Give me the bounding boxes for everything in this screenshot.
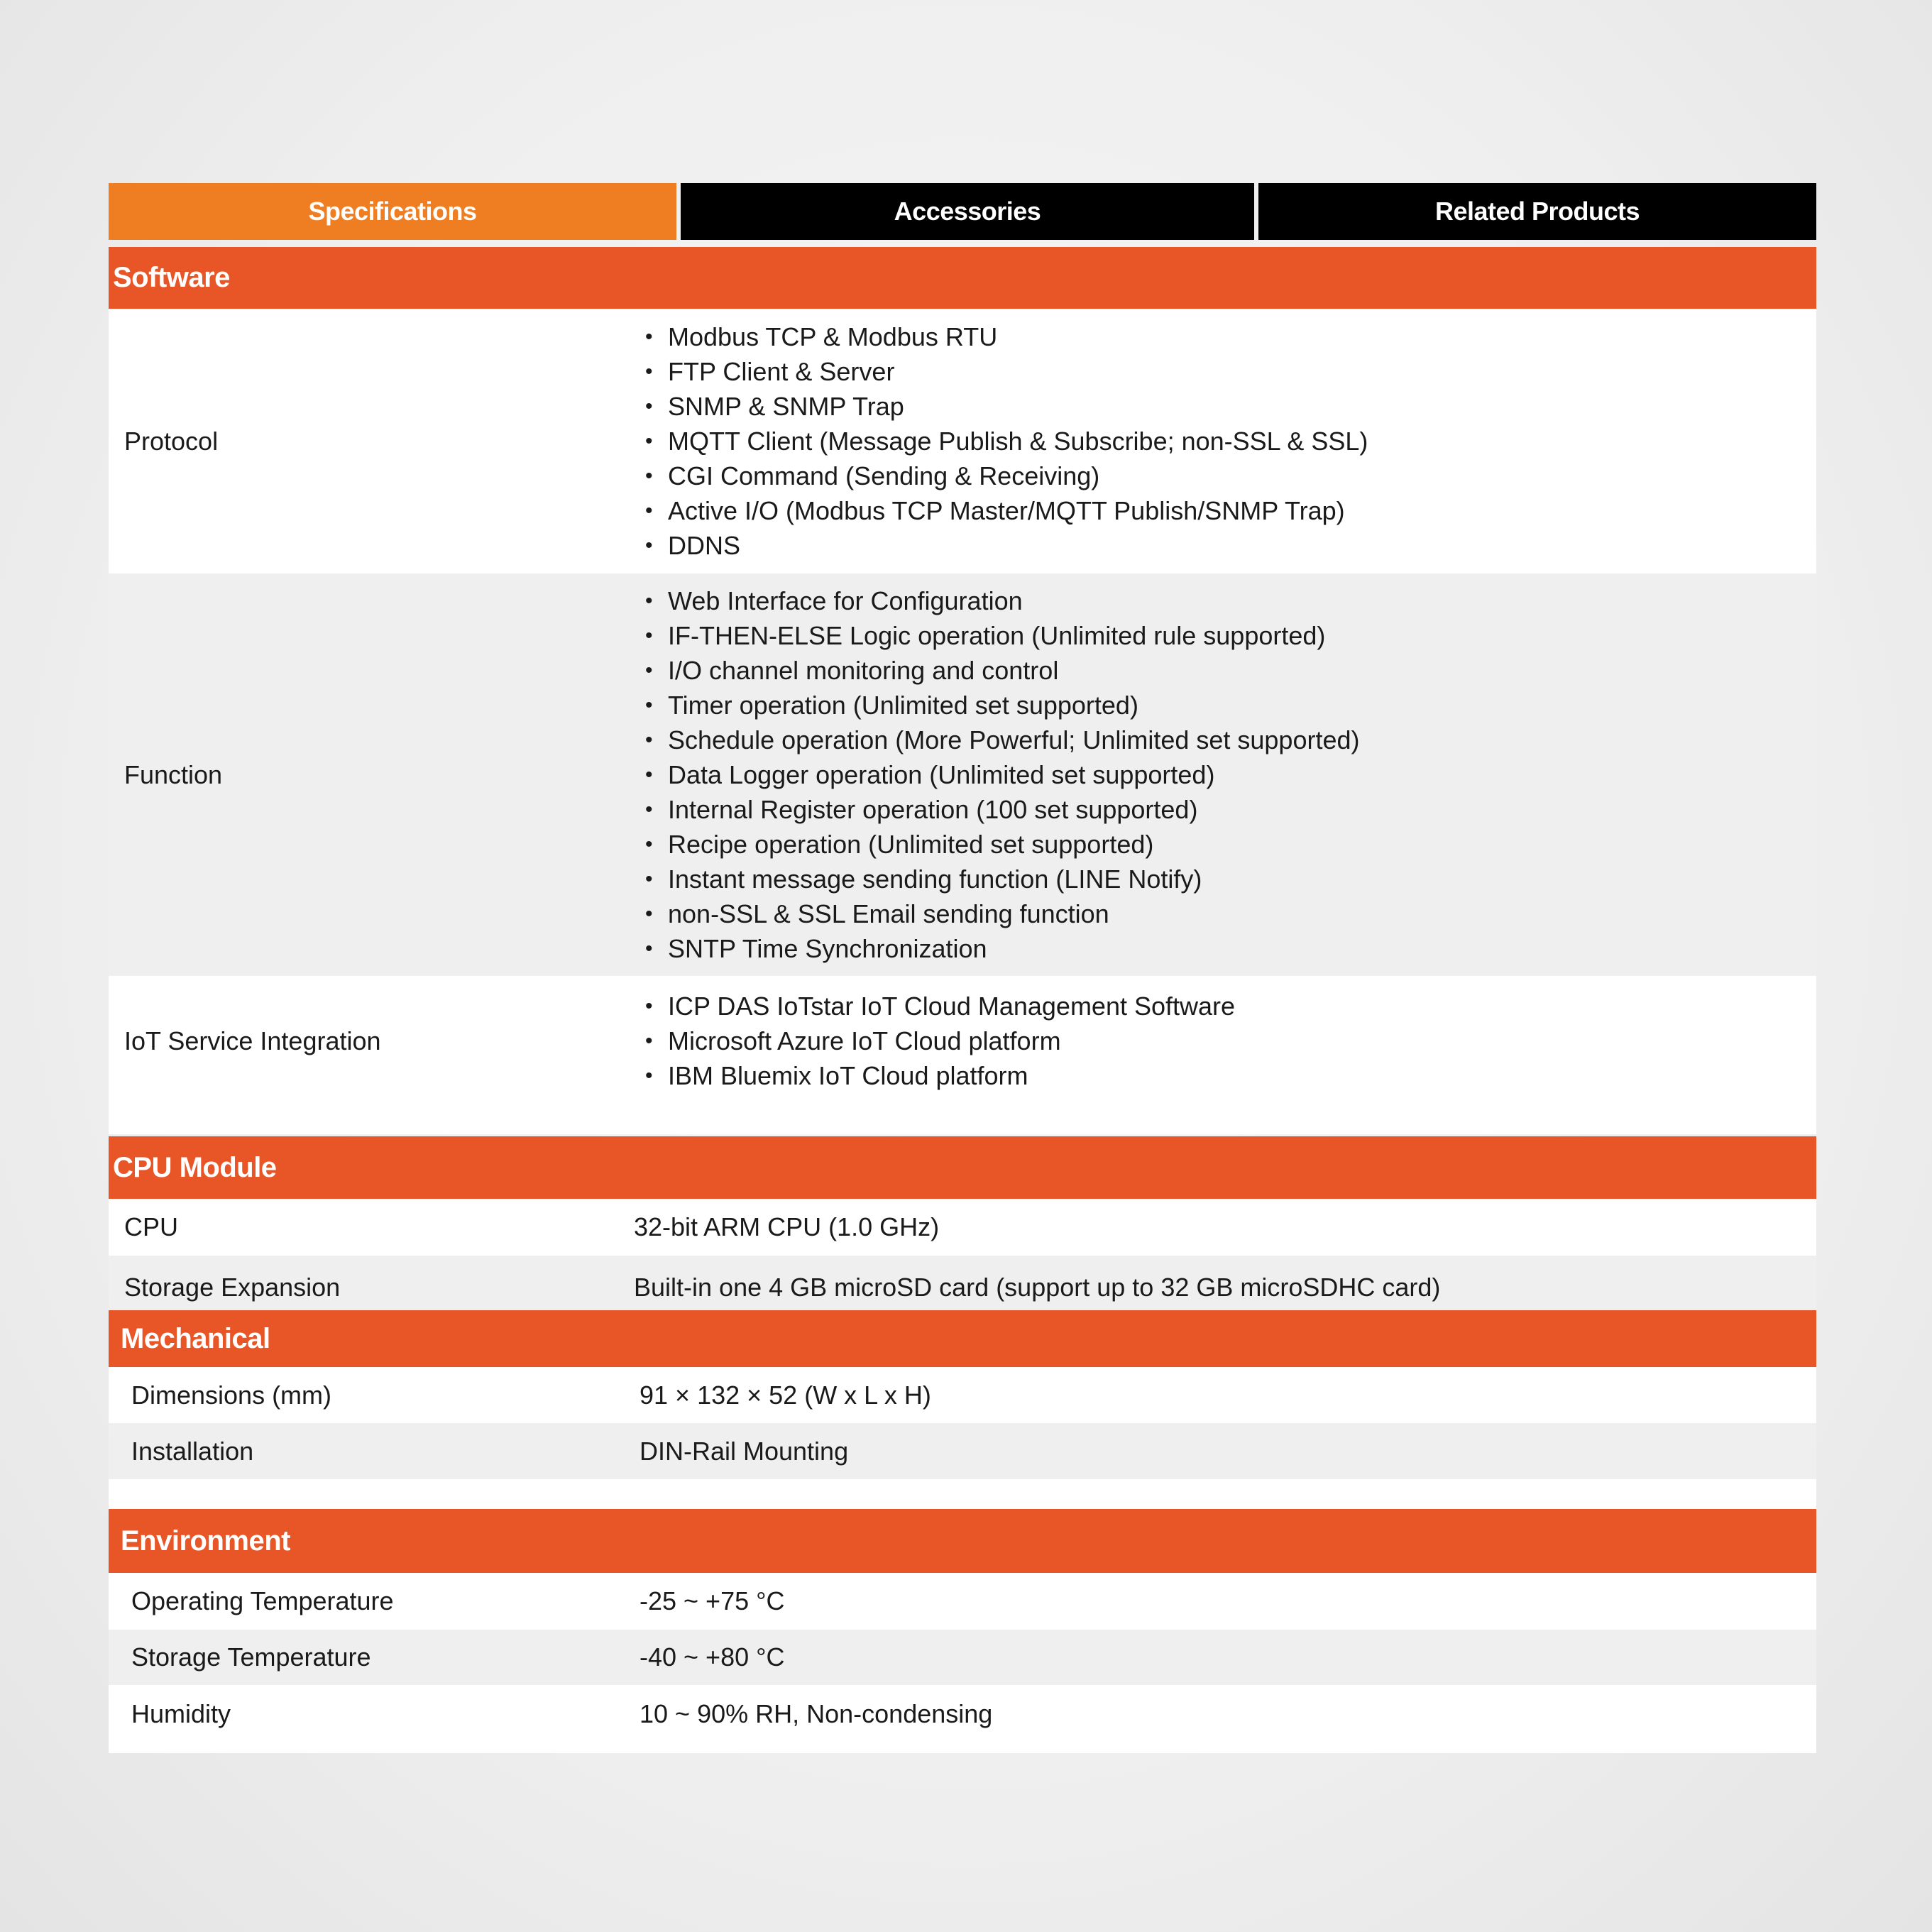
bullet: • [645,1029,653,1053]
list-item: • Modbus TCP & Modbus RTU [645,319,1816,354]
protocol-list [645,319,1816,563]
row-value: DIN-Rail Mounting [640,1436,849,1466]
row-label: Protocol [124,426,219,456]
tab-specifications[interactable]: Specifications [109,183,676,240]
row-label: Operating Temperature [131,1586,394,1615]
bullet: • [645,589,653,613]
row-value: -40 ~ +80 °C [640,1642,785,1672]
list-item: • CGI Command (Sending & Receiving) [645,459,1816,493]
iot-list [645,989,1816,1093]
row-value: -25 ~ +75 °C [640,1586,785,1615]
bullet: • [645,395,653,418]
row-value [645,319,1816,563]
list-item: • SNMP & SNMP Trap [645,389,1816,424]
row-label: CPU [124,1212,179,1241]
bullet: • [645,798,653,821]
list-item: • Schedule operation (More Powerful; Unlimited set supported) [645,723,1816,757]
row-value [645,583,1816,966]
tab-accessories[interactable]: Accessories [681,183,1254,240]
bullet: • [645,763,653,786]
list-item: • Microsoft Azure IoT Cloud platform [645,1023,1816,1058]
function-list [645,583,1816,966]
list-item: • Active I/O (Modbus TCP Master/MQTT Publish/SNMP Trap) [645,493,1816,528]
list-item: • MQTT Client (Message Publish & Subscribe; non-SSL & SSL) [645,424,1816,459]
row-label: IoT Service Integration [124,1026,381,1055]
list-item: • FTP Client & Server [645,354,1816,389]
bullet: • [645,499,653,522]
row-value: 91 × 132 × 52 (W x L x H) [640,1380,931,1410]
list-item: • non-SSL & SSL Email sending function [645,896,1816,931]
bullet: • [645,833,653,856]
row-value: 10 ~ 90% RH, Non-condensing [640,1699,993,1728]
bullet: • [645,1064,653,1087]
list-item: • DDNS [645,528,1816,563]
row-humidity [109,1685,1816,1753]
list-item: • Internal Register operation (100 set supported) [645,792,1816,827]
list-item: • Timer operation (Unlimited set supported) [645,688,1816,723]
bullet: • [645,429,653,453]
spec-sheet [109,183,1816,1753]
list-item: • I/O channel monitoring and control [645,653,1816,688]
section-cpu-heading: CPU Module [109,1136,1816,1199]
bullet: • [645,659,653,682]
bullet: • [645,325,653,348]
row-value: 32-bit ARM CPU (1.0 GHz) [634,1212,940,1241]
section-environment-heading: Environment [109,1509,1816,1573]
list-item: • IF-THEN-ELSE Logic operation (Unlimited rule supported) [645,618,1816,653]
row-storage-temperature [109,1630,1816,1685]
list-item: • IBM Bluemix IoT Cloud platform [645,1058,1816,1093]
section-mechanical-heading: Mechanical [109,1310,1816,1367]
tab-related-products[interactable]: Related Products [1258,183,1816,240]
row-label: Storage Expansion [124,1272,341,1302]
section-software-heading: Software [109,247,1816,309]
row-installation [109,1423,1816,1479]
row-cpu [109,1199,1816,1256]
row-value: Built-in one 4 GB microSD card (support up to 32 GB microSDHC card) [634,1272,1441,1302]
list-item: • ICP DAS IoTstar IoT Cloud Management Software [645,989,1816,1023]
bullet: • [645,728,653,752]
row-operating-temperature [109,1573,1816,1630]
list-item: • Data Logger operation (Unlimited set supported) [645,757,1816,792]
row-label: Humidity [131,1699,231,1728]
row-value [645,989,1816,1093]
list-item: • Instant message sending function (LINE Notify) [645,862,1816,896]
row-storage-expansion [109,1256,1816,1310]
row-dimensions [109,1367,1816,1423]
bullet: • [645,937,653,960]
tab-bar [109,183,1816,240]
bullet: • [645,994,653,1018]
list-item: • SNTP Time Synchronization [645,931,1816,966]
bullet: • [645,464,653,488]
row-label: Installation [131,1436,254,1466]
bullet: • [645,867,653,891]
bullet: • [645,902,653,926]
bullet: • [645,360,653,383]
bullet: • [645,534,653,557]
spacer [109,1479,1816,1509]
row-label: Dimensions (mm) [131,1380,332,1410]
row-label: Storage Temperature [131,1642,371,1672]
row-function [109,573,1816,976]
bullet: • [645,693,653,717]
row-label: Function [124,759,223,789]
list-item: • Web Interface for Configuration [645,583,1816,618]
row-iot-service-integration [109,976,1816,1134]
row-protocol [109,309,1816,573]
list-item: • Recipe operation (Unlimited set supported) [645,827,1816,862]
bullet: • [645,624,653,647]
